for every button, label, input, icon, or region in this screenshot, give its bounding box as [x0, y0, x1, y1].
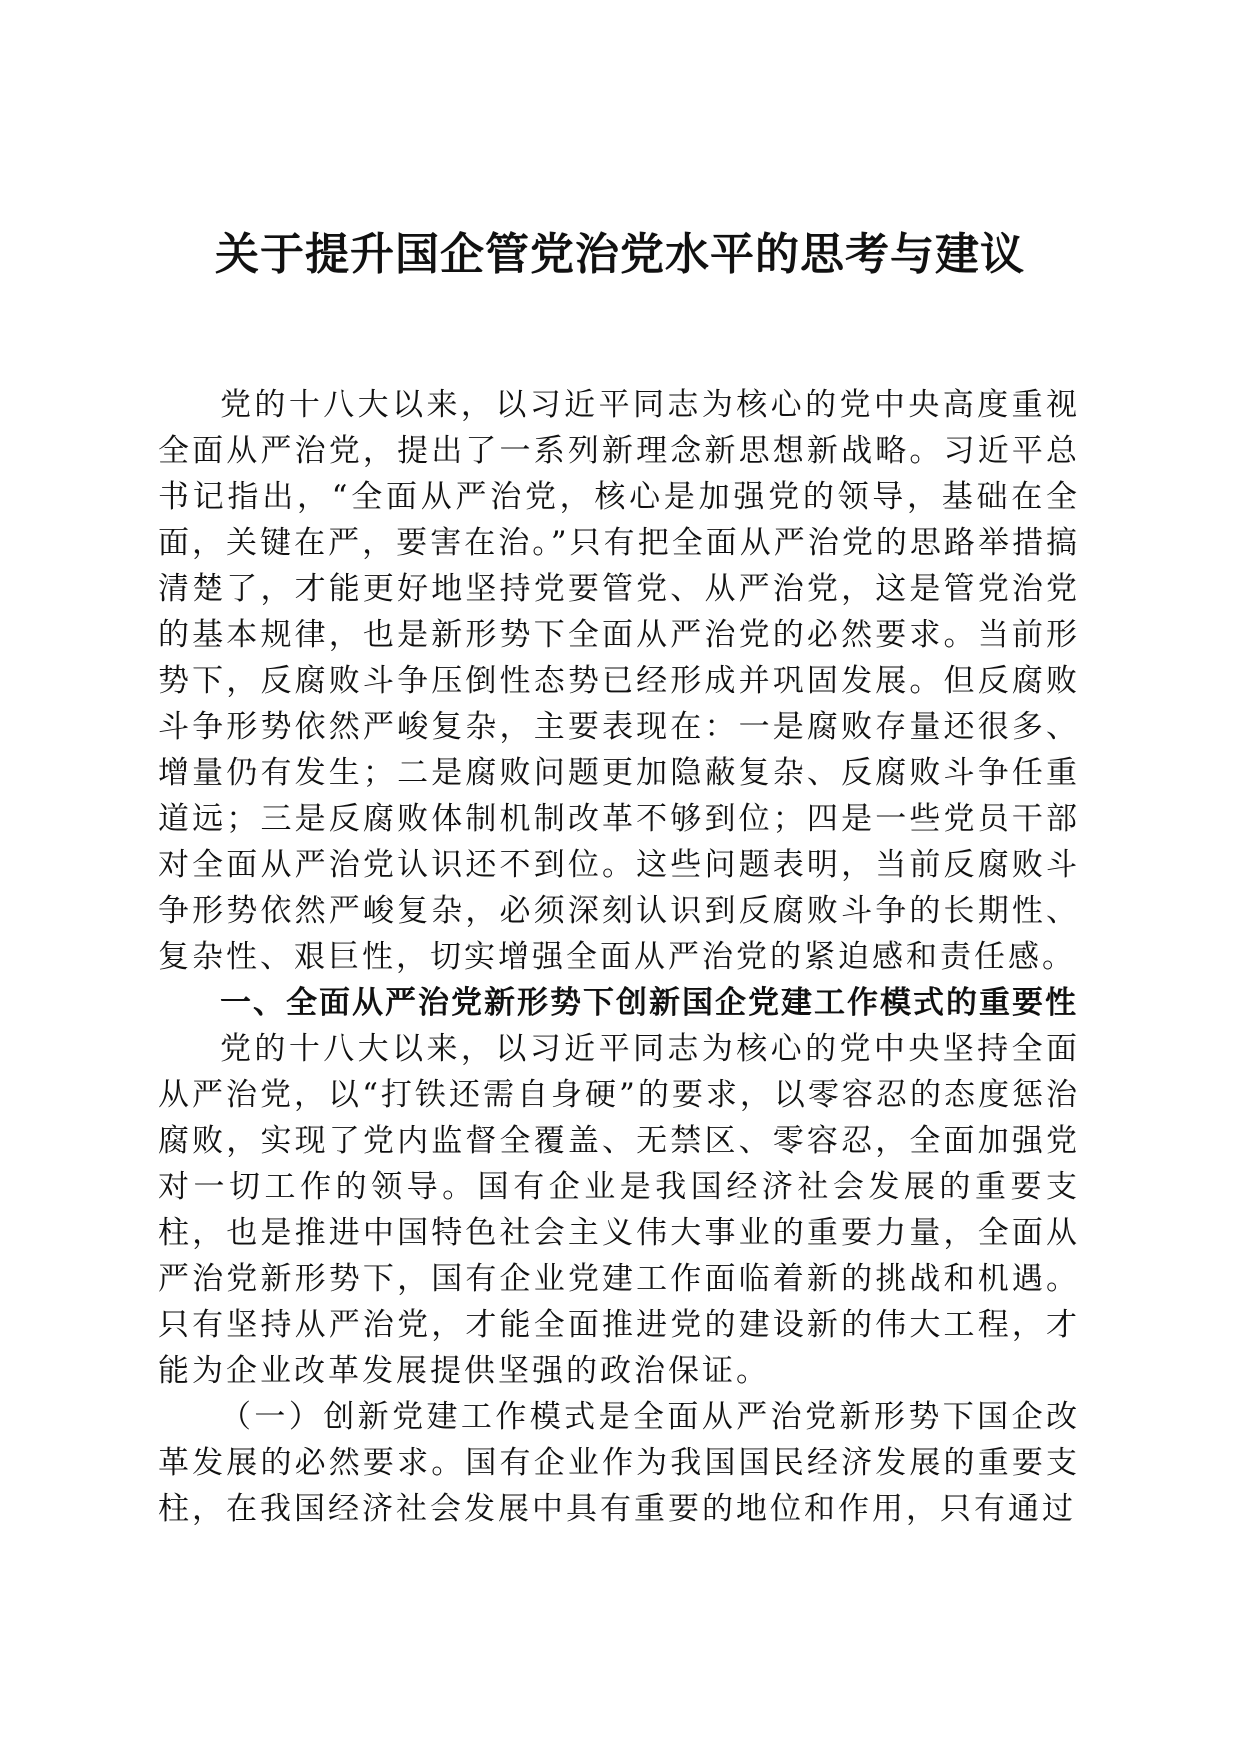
- document-title: 关于提升国企管党治党水平的思考与建议: [215, 229, 1025, 280]
- paragraph-section-1: 党的十八大以来，以习近平同志为核心的党中央坚持全面从严治党，以“打铁还需自身硬”的要求，以零容忍的态度惩治腐败，实现了党内监督全覆盖、无禁区、零容忍，全面加强党对一切工作的领导。国有企业是我国经济社会发展的重要支柱，也是推进中国特色社会主义伟大事业的重要力量，全面从严治党新形势下，国有企业党建工作面临着新的挑战和机遇。只有坚持从严治党，才能全面推进党的建设新的伟大工程，才能为企业改革发展提供坚强的政治保证。: [158, 1031, 1080, 1389]
- section-heading-1: 一、全面从严治党新形势下创新国企党建工作模式的重要性: [220, 985, 1078, 1021]
- paragraph-intro: 党的十八大以来，以习近平同志为核心的党中央高度重视全面从严治党，提出了一系列新理念新思想新战略。习近平总书记指出，“全面从严治党，核心是加强党的领导，基础在全面，关键在严，要害在治。”只有把全面从严治党的思路举措搞清楚了，才能更好地坚持党要管党、从严治党，这是管党治党的基本规律，也是新形势下全面从严治党的必然要求。当前形势下，反腐败斗争压倒性态势已经形成并巩固发展。但反腐败斗争形势依然严峻复杂，主要表现在：一是腐败存量还很多、增量仍有发生；二是腐败问题更加隐蔽复杂、反腐败斗争任重道远；三是反腐败体制机制改革不够到位；四是一些党员干部对全面从严治党认识还不到位。这些问题表明，当前反腐败斗争形势依然严峻复杂，必须深刻认识到反腐败斗争的长期性、复杂性、艰巨性，切实增强全面从严治党的紧迫感和责任感。: [158, 387, 1080, 975]
- paragraph-subsection-1: （一）创新党建工作模式是全面从严治党新形势下国企改革发展的必然要求。国有企业作为我国国民经济发展的重要支柱，在我国经济社会发展中具有重要的地位和作用，只有通过: [158, 1399, 1080, 1527]
- document-body: [158, 382, 1080, 1532]
